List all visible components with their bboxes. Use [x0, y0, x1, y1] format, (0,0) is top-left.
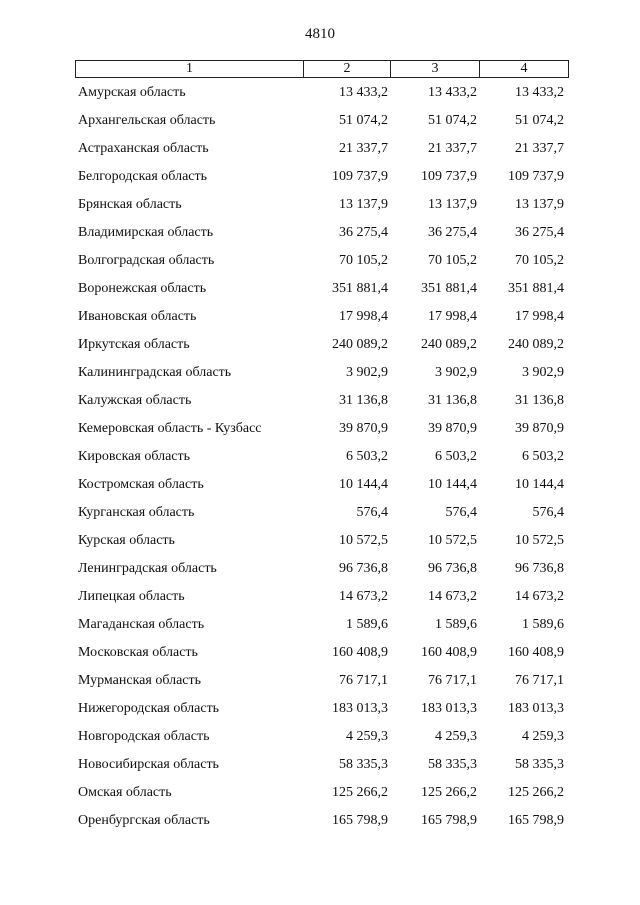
- column-header-2: 2: [304, 61, 391, 77]
- value-col-4: 31 136,8: [515, 393, 564, 408]
- value-col-3: 160 408,9: [421, 645, 477, 660]
- value-col-4: 1 589,6: [522, 617, 564, 632]
- table-body: [0, 83, 640, 839]
- value-col-4: 13 137,9: [515, 197, 564, 212]
- region-name: Волгоградская область: [78, 253, 215, 268]
- value-col-4: 10 144,4: [515, 477, 564, 492]
- value-col-2: 576,4: [356, 505, 388, 520]
- value-col-4: 125 266,2: [508, 785, 564, 800]
- table-row: [0, 447, 640, 475]
- region-name: Белгородская область: [78, 169, 208, 184]
- value-col-3: 76 717,1: [428, 673, 477, 688]
- value-col-4: 109 737,9: [508, 169, 564, 184]
- value-col-3: 70 105,2: [428, 253, 477, 268]
- value-col-3: 36 275,4: [428, 225, 477, 240]
- value-col-4: 96 736,8: [515, 561, 564, 576]
- value-col-4: 183 013,3: [508, 701, 564, 716]
- value-col-2: 10 572,5: [339, 533, 388, 548]
- value-col-3: 1 589,6: [435, 617, 477, 632]
- column-header-4: 4: [520, 61, 528, 76]
- value-col-4: 70 105,2: [515, 253, 564, 268]
- value-col-3: 58 335,3: [428, 757, 477, 772]
- table-row: [0, 587, 640, 615]
- value-col-2: 14 673,2: [339, 589, 388, 604]
- value-col-4: 240 089,2: [508, 337, 564, 352]
- value-col-3: 10 144,4: [428, 477, 477, 492]
- table-row: [0, 615, 640, 643]
- value-col-3: 6 503,2: [435, 449, 477, 464]
- region-name: Ивановская область: [78, 309, 197, 324]
- value-col-3: 576,4: [445, 505, 477, 520]
- value-col-3: 31 136,8: [428, 393, 477, 408]
- region-name: Иркутская область: [78, 337, 190, 352]
- column-header-1: 1: [76, 61, 304, 77]
- value-col-2: 160 408,9: [332, 645, 388, 660]
- value-col-2: 109 737,9: [332, 169, 388, 184]
- value-col-4: 10 572,5: [515, 533, 564, 548]
- region-name: Магаданская область: [78, 617, 205, 632]
- table-row: [0, 559, 640, 587]
- value-col-3: 351 881,4: [421, 281, 477, 296]
- table-row: [0, 755, 640, 783]
- table-row: [0, 419, 640, 447]
- value-col-2: 4 259,3: [346, 729, 388, 744]
- page-number: 4810: [305, 26, 335, 42]
- region-name: Курская область: [78, 533, 175, 548]
- region-name: Воронежская область: [78, 281, 207, 296]
- region-name: Владимирская область: [78, 225, 214, 240]
- table-row: [0, 167, 640, 195]
- region-name: Амурская область: [78, 85, 186, 100]
- table-row: [0, 503, 640, 531]
- value-col-3: 3 902,9: [435, 365, 477, 380]
- region-name: Ленинградская область: [78, 561, 217, 576]
- value-col-2: 13 433,2: [339, 85, 388, 100]
- region-name: Новосибирская область: [78, 757, 219, 772]
- table-row: [0, 699, 640, 727]
- value-col-3: 17 998,4: [428, 309, 477, 324]
- table-row: [0, 391, 640, 419]
- region-name: Астраханская область: [78, 141, 209, 156]
- value-col-3: 109 737,9: [421, 169, 477, 184]
- value-col-4: 576,4: [532, 505, 564, 520]
- region-name: Кировская область: [78, 449, 191, 464]
- value-col-3: 13 433,2: [428, 85, 477, 100]
- region-name: Костромская область: [78, 477, 204, 492]
- value-col-4: 165 798,9: [508, 813, 564, 828]
- value-col-2: 58 335,3: [339, 757, 388, 772]
- value-col-3: 4 259,3: [435, 729, 477, 744]
- region-name: Омская область: [78, 785, 172, 800]
- table-row: [0, 783, 640, 811]
- region-name: Калужская область: [78, 393, 192, 408]
- value-col-2: 21 337,7: [339, 141, 388, 156]
- value-col-4: 3 902,9: [522, 365, 564, 380]
- value-col-3: 165 798,9: [421, 813, 477, 828]
- value-col-2: 125 266,2: [332, 785, 388, 800]
- value-col-2: 10 144,4: [339, 477, 388, 492]
- value-col-4: 17 998,4: [515, 309, 564, 324]
- value-col-4: 4 259,3: [522, 729, 564, 744]
- value-col-3: 51 074,2: [428, 113, 477, 128]
- value-col-3: 125 266,2: [421, 785, 477, 800]
- value-col-3: 13 137,9: [428, 197, 477, 212]
- value-col-3: 21 337,7: [428, 141, 477, 156]
- table-row: [0, 251, 640, 279]
- value-col-4: 351 881,4: [508, 281, 564, 296]
- region-name: Новгородская область: [78, 729, 210, 744]
- table-row: [0, 811, 640, 839]
- region-name: Архангельская область: [78, 113, 216, 128]
- value-col-2: 70 105,2: [339, 253, 388, 268]
- value-col-2: 13 137,9: [339, 197, 388, 212]
- table-row: [0, 83, 640, 111]
- table-row: [0, 195, 640, 223]
- value-col-3: 183 013,3: [421, 701, 477, 716]
- table-row: [0, 643, 640, 671]
- region-name: Московская область: [78, 645, 198, 660]
- value-col-2: 36 275,4: [339, 225, 388, 240]
- table-row: [0, 279, 640, 307]
- value-col-2: 240 089,2: [332, 337, 388, 352]
- value-col-4: 13 433,2: [515, 85, 564, 100]
- region-name: Калининградская область: [78, 365, 232, 380]
- value-col-2: 17 998,4: [339, 309, 388, 324]
- value-col-2: 39 870,9: [339, 421, 388, 436]
- region-name: Оренбургская область: [78, 813, 210, 828]
- region-name: Курганская область: [78, 505, 195, 520]
- region-name: Кемеровская область - Кузбасс: [78, 421, 262, 436]
- value-col-3: 10 572,5: [428, 533, 477, 548]
- table-row: [0, 335, 640, 363]
- value-col-4: 21 337,7: [515, 141, 564, 156]
- value-col-3: 96 736,8: [428, 561, 477, 576]
- value-col-4: 14 673,2: [515, 589, 564, 604]
- value-col-2: 6 503,2: [346, 449, 388, 464]
- column-header-3: 3: [391, 61, 480, 77]
- value-col-4: 39 870,9: [515, 421, 564, 436]
- table-row: [0, 531, 640, 559]
- value-col-2: 183 013,3: [332, 701, 388, 716]
- value-col-3: 39 870,9: [428, 421, 477, 436]
- value-col-3: 240 089,2: [421, 337, 477, 352]
- table-header: [75, 60, 569, 78]
- table-row: [0, 671, 640, 699]
- value-col-2: 3 902,9: [346, 365, 388, 380]
- value-col-2: 76 717,1: [339, 673, 388, 688]
- value-col-2: 96 736,8: [339, 561, 388, 576]
- table-row: [0, 223, 640, 251]
- region-name: Липецкая область: [78, 589, 185, 604]
- table-row: [0, 139, 640, 167]
- table-row: [0, 727, 640, 755]
- value-col-2: 1 589,6: [346, 617, 388, 632]
- value-col-4: 6 503,2: [522, 449, 564, 464]
- table-row: [0, 307, 640, 335]
- value-col-2: 351 881,4: [332, 281, 388, 296]
- value-col-4: 160 408,9: [508, 645, 564, 660]
- value-col-4: 76 717,1: [515, 673, 564, 688]
- region-name: Нижегородская область: [78, 701, 220, 716]
- table-row: [0, 363, 640, 391]
- region-name: Мурманская область: [78, 673, 202, 688]
- value-col-2: 165 798,9: [332, 813, 388, 828]
- value-col-4: 58 335,3: [515, 757, 564, 772]
- value-col-3: 14 673,2: [428, 589, 477, 604]
- table-row: [0, 475, 640, 503]
- region-name: Брянская область: [78, 197, 182, 212]
- value-col-2: 31 136,8: [339, 393, 388, 408]
- value-col-4: 36 275,4: [515, 225, 564, 240]
- table-row: [0, 111, 640, 139]
- value-col-4: 51 074,2: [515, 113, 564, 128]
- value-col-2: 51 074,2: [339, 113, 388, 128]
